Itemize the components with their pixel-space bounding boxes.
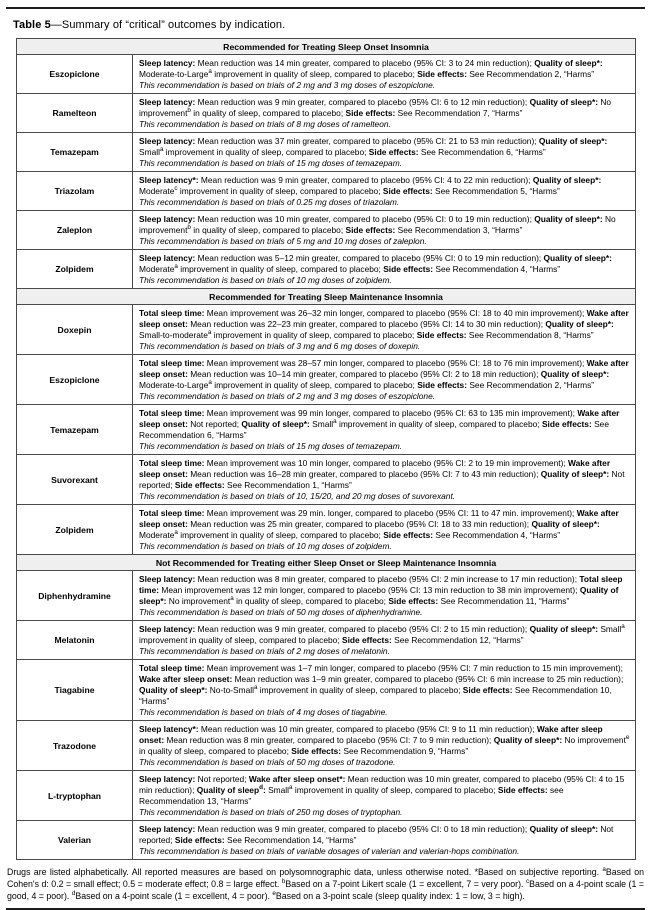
field-label: Side effects: — [388, 595, 439, 606]
field-label: Side effects: — [174, 834, 225, 845]
outcome-text — [139, 663, 630, 707]
text-segment: Based on a 3-point scale (sleep quality index: 1 = low, 3 = high). — [275, 890, 525, 901]
text-segment: See Recommendation 9, “Harms” — [341, 745, 469, 756]
outcome-summary-cell — [133, 405, 636, 455]
text-segment: Based on a 4-point scale (1 = good, 4 = poor). — [7, 878, 644, 901]
field-label: Quality of sleep*: — [540, 368, 610, 379]
outcome-summary-cell — [133, 721, 636, 771]
outcome-text — [139, 97, 630, 119]
text-segment: in quality of sleep, compared to placebo; — [190, 107, 346, 118]
table-row — [17, 250, 636, 289]
drug-name: Zolpidem — [17, 250, 133, 289]
table-row — [17, 405, 636, 455]
recommendation-basis-note: This recommendation is based on trials of 2 mg doses of melatonin. — [139, 645, 390, 656]
text-segment: Small — [265, 784, 290, 795]
text-segment: See Recommendation 6, “Harms” — [139, 418, 609, 440]
table-row — [17, 172, 636, 211]
field-label: Quality of sleep*: — [529, 823, 598, 834]
text-segment: Mean reduction was 10–14 min greater, compared to placebo (95% CI: 2 to 18 min reduction); — [187, 368, 541, 379]
footnote-marker: d — [71, 889, 76, 897]
text-segment: Mean reduction was 10 min greater, compared to placebo (95% CI: 4 to 15 min reduction); — [139, 773, 625, 795]
field-label: Side effects: — [341, 634, 392, 645]
text-segment: Mean improvement was 12 min longer, compared to placebo (95% CI: 13 min reduction to 38 min improvement); — [159, 584, 580, 595]
footnote-marker: a — [207, 328, 212, 336]
outcome-text — [139, 774, 630, 807]
outcome-text — [139, 824, 630, 846]
outcome-text — [139, 58, 630, 80]
field-label: Side effects: — [497, 784, 548, 795]
text-segment: See Recommendation 6, “Harms” — [418, 146, 546, 157]
outcome-summary-cell — [133, 94, 636, 133]
table-title — [13, 19, 638, 31]
outcome-text — [139, 214, 630, 236]
footnote-marker: a — [174, 262, 178, 270]
text-segment: No improvement — [166, 595, 231, 606]
table-title-number: Table 5 — [13, 19, 51, 31]
footnote-marker: a — [230, 594, 234, 602]
drug-name: Doxepin — [17, 305, 133, 355]
text-segment: No improvement — [562, 734, 626, 745]
text-segment: Mean improvement was 26–32 min longer, compared to placebo (95% CI: 18 to 40 min improvement); — [204, 307, 587, 318]
text-segment: See Recommendation 3, “Harms” — [395, 224, 523, 235]
text-segment: No-to-Small — [207, 684, 254, 695]
field-label: Sleep latency: — [139, 773, 196, 784]
recommendation-basis-note: This recommendation is based on trials of 5 mg and 10 mg doses of zaleplon. — [139, 235, 427, 246]
footnote-marker: d — [259, 783, 263, 791]
recommendation-basis-note: This recommendation is based on trials of 50 mg doses of diphenhydramine. — [139, 606, 423, 617]
field-label: Side effects: — [416, 329, 467, 340]
outcome-summary-cell — [133, 571, 636, 621]
recommendation-basis-note: This recommendation is based on trials of 2 mg and 3 mg doses of eszopiclone. — [139, 390, 436, 401]
text-segment: improvement in quality of sleep, compared to placebo; — [139, 634, 342, 645]
outcome-text — [139, 458, 630, 491]
field-label: Sleep latency: — [139, 823, 196, 834]
recommendation-basis-note: This recommendation is based on trials of 250 mg doses of tryptophan. — [139, 806, 403, 817]
section-header-row — [17, 555, 636, 571]
field-label: Wake after sleep onset: — [139, 723, 603, 745]
text-segment: improvement in quality of sleep, compared to placebo; — [177, 529, 384, 540]
outcome-text — [139, 175, 630, 197]
text-segment: Small-to-moderate — [139, 329, 208, 340]
text-segment: See Recommendation 8, “Harms” — [466, 329, 594, 340]
text-segment: Moderate — [139, 185, 175, 196]
outcome-summary-cell — [133, 771, 636, 821]
outcome-summary-cell — [133, 172, 636, 211]
text-segment: Mean reduction was 9 min greater, compared to placebo (95% CI: 2 to 15 min reduction); — [195, 623, 530, 634]
text-segment: Mean improvement was 1–7 min longer, compared to placebo (95% CI: 7 min reduction to 15 min improvement); — [204, 662, 623, 673]
outcomes-table-body — [17, 39, 636, 860]
outcome-summary-cell — [133, 133, 636, 172]
text-segment: Mean reduction was 9 min greater, compared to placebo (95% CI: 0 to 18 min reduction); — [195, 823, 530, 834]
drug-name: Valerian — [17, 821, 133, 860]
drug-name: Temazepam — [17, 405, 133, 455]
footnote-marker: b — [187, 106, 191, 114]
text-segment: improvement in quality of sleep, compared to placebo; — [211, 68, 418, 79]
text-segment: No improvement — [139, 96, 612, 118]
text-segment: See Recommendation 11, “Harms” — [438, 595, 570, 606]
table-row — [17, 455, 636, 505]
text-segment: See Recommendation 5, “Harms” — [432, 185, 560, 196]
field-label: Total sleep time: — [139, 662, 205, 673]
field-label: Quality of sleep*: — [529, 96, 598, 107]
outcome-summary-cell — [133, 55, 636, 94]
drug-name: Trazodone — [17, 721, 133, 771]
outcome-text — [139, 574, 630, 607]
recommendation-basis-note: This recommendation is based on trials of 10 mg doses of zolpidem. — [139, 540, 392, 551]
table-row — [17, 621, 636, 660]
text-segment: Small — [598, 623, 622, 634]
section-header-row — [17, 39, 636, 55]
text-segment: Mean reduction was 5–12 min greater, compared to placebo (95% CI: 0 to 19 min reduction); — [195, 252, 544, 263]
table-row — [17, 721, 636, 771]
recommendation-basis-note: This recommendation is based on trials of 50 mg doses of trazodone. — [139, 756, 396, 767]
text-segment: See Recommendation 14, “Harms” — [224, 834, 357, 845]
text-segment: Not reported; — [139, 823, 614, 845]
field-label: Wake after sleep onset: — [139, 507, 619, 529]
field-label: Quality of sleep*: — [241, 418, 310, 429]
drug-name: Triazolam — [17, 172, 133, 211]
recommendation-basis-note: This recommendation is based on trials of 0.25 mg doses of triazolam. — [139, 196, 400, 207]
text-segment: See Recommendation 7, “Harms” — [395, 107, 523, 118]
footnote-marker: b — [187, 223, 191, 231]
text-segment: Mean reduction was 8 min greater, compared to placebo (95% CI: 7 to 9 min reduction); — [164, 734, 494, 745]
footnote-marker: a — [289, 783, 293, 791]
outcome-summary-cell — [133, 660, 636, 721]
field-label: Quality of sleep*: — [545, 318, 614, 329]
section-header: Not Recommended for Treating either Sleep Onset or Sleep Maintenance Insomnia — [17, 555, 636, 571]
field-label: Total sleep time: — [139, 307, 205, 318]
field-label: Sleep latency: — [139, 57, 196, 68]
table-row — [17, 211, 636, 250]
section-header-row — [17, 289, 636, 305]
recommendation-basis-note: This recommendation is based on trials of 15 mg doses of temazepam. — [139, 440, 403, 451]
drug-name: Zaleplon — [17, 211, 133, 250]
table-row — [17, 571, 636, 621]
text-segment: See Recommendation 10, “Harms” — [139, 684, 612, 706]
recommendation-basis-note: This recommendation is based on trials of 10 mg doses of zolpidem. — [139, 274, 392, 285]
text-segment: Based on Cohen's d: 0.2 = small effect; 0.5 = moderate effect; 0.8 = large effect. — [7, 867, 644, 889]
text-segment: Mean reduction was 8 min greater, compared to placebo (95% CI: 2 min increase to 17 min reduction); — [195, 573, 580, 584]
outcome-summary-cell — [133, 250, 636, 289]
footnote-marker: a — [174, 528, 178, 536]
text-segment: improvement in quality of sleep, compared to placebo; — [177, 263, 384, 274]
text-segment: Mean improvement was 28–57 min longer, compared to placebo (95% CI: 18 to 76 min improvement); — [204, 357, 587, 368]
table-title-text: —Summary of “critical” outcomes by indication. — [50, 19, 286, 31]
outcome-text — [139, 508, 630, 541]
outcome-text — [139, 724, 630, 757]
outcome-summary-cell — [133, 821, 636, 860]
outcome-summary-cell — [133, 621, 636, 660]
text-segment: Mean reduction was 22–23 min greater, compared to placebo (95% CI: 14 to 30 min reduction); — [187, 318, 546, 329]
recommendation-basis-note: This recommendation is based on trials of 10, 15/20, and 20 mg doses of suvorexant. — [139, 490, 456, 501]
drug-name: Temazepam — [17, 133, 133, 172]
field-label: Sleep latency: — [139, 252, 196, 263]
field-label: Quality of sleep*: — [538, 135, 608, 146]
field-label: Side effects: — [462, 684, 513, 695]
field-label: Side effects: — [345, 224, 396, 235]
field-label: Side effects: — [417, 68, 468, 79]
text-segment: improvement in quality of sleep, compared to placebo; — [292, 784, 498, 795]
text-segment: Mean reduction was 9 min greater, compared to placebo (95% CI: 6 to 12 min reduction); — [195, 96, 530, 107]
text-segment: Drugs are listed alphabetically. All reported measures are based on polysomnographic data, unless otherwise noted. *Based on subjective reporting. — [7, 867, 603, 877]
text-segment: Mean reduction was 1–9 min greater, compared to placebo (95% CI: 6 min increase to 25 min reduction); — [232, 673, 624, 684]
text-segment: See Recommendation 4, “Harms” — [433, 529, 561, 540]
drug-name: Tiagabine — [17, 660, 133, 721]
field-label: Wake after sleep onset: — [139, 457, 611, 479]
field-label: Sleep latency: — [139, 623, 196, 634]
field-label: Total sleep time: — [139, 357, 205, 368]
footnote-marker: a — [333, 417, 337, 425]
text-segment: Mean improvement was 29 min. longer, compared to placebo (95% CI: 11 to 47 min. improvement); — [204, 507, 577, 518]
field-label: Total sleep time: — [139, 407, 205, 418]
text-segment: See Recommendation 2, “Harms” — [467, 68, 595, 79]
footnote-marker: c — [174, 184, 178, 192]
text-segment: in quality of sleep, compared to placebo; — [233, 595, 389, 606]
field-label: Side effects: — [291, 745, 342, 756]
outcome-summary-cell — [133, 355, 636, 405]
text-segment: Mean reduction was 10 min greater, compared to placebo (95% CI: 9 to 11 min reduction); — [198, 723, 537, 734]
table-row — [17, 305, 636, 355]
table-row — [17, 505, 636, 555]
text-segment: Moderate-to-Large — [139, 379, 209, 390]
text-segment: Mean improvement was 99 min longer, compared to placebo (95% CI: 63 to 135 min improvement); — [204, 407, 578, 418]
outcome-text — [139, 358, 630, 391]
field-label: Wake after sleep onset: — [139, 407, 620, 429]
text-segment: Not reported; — [195, 773, 249, 784]
text-segment: No improvement — [139, 213, 616, 235]
text-segment: Mean reduction was 16–28 min greater, compared to placebo (95% CI: 7 to 43 min reduction); — [187, 468, 541, 479]
text-segment: Small — [309, 418, 334, 429]
footnote-marker: e — [625, 733, 630, 741]
outcomes-table — [16, 38, 636, 860]
text-segment: improvement in quality of sleep, compared to placebo; — [211, 329, 417, 340]
field-label: Quality of sleep*: — [493, 734, 563, 745]
table-row — [17, 355, 636, 405]
field-label: Side effects: — [368, 146, 419, 157]
field-label: Wake after sleep onset: — [139, 307, 629, 329]
outcome-summary-cell — [133, 455, 636, 505]
field-label: Quality of sleep — [196, 784, 260, 795]
field-label: Sleep latency: — [139, 213, 196, 224]
field-label: Quality of sleep*: — [529, 623, 598, 634]
table-row — [17, 660, 636, 721]
drug-name: Diphenhydramine — [17, 571, 133, 621]
text-segment: Mean reduction was 25 min greater, compared to placebo (95% CI: 18 to 33 min reduction); — [187, 518, 532, 529]
table-row — [17, 133, 636, 172]
field-label: Quality of sleep*: — [540, 468, 610, 479]
text-segment: improvement in quality of sleep, compared to placebo; — [211, 379, 418, 390]
footnote-marker: a — [159, 145, 164, 153]
footnote-marker: a — [208, 378, 212, 386]
text-segment: Mean reduction was 10 min greater, compared to placebo (95% CI: 0 to 19 min reduction); — [195, 213, 535, 224]
text-segment: Mean reduction was 37 min greater, compared to placebo (95% CI: 21 to 53 min reduction); — [195, 135, 539, 146]
field-label: Total sleep time: — [139, 573, 623, 595]
footnote-marker: a — [602, 866, 606, 874]
drug-name: Eszopiclone — [17, 55, 133, 94]
drug-name: Eszopiclone — [17, 355, 133, 405]
text-segment: improvement in quality of sleep, compared to placebo; — [257, 684, 463, 695]
recommendation-basis-note: This recommendation is based on trials of 15 mg doses of temazepam. — [139, 157, 403, 168]
text-segment: Moderate — [139, 263, 175, 274]
text-segment: improvement in quality of sleep, compared to placebo; — [163, 146, 369, 157]
field-label: Sleep latency: — [139, 96, 196, 107]
field-label: Side effects: — [383, 529, 434, 540]
footnote-marker: a — [208, 67, 212, 75]
field-label: Side effects: — [382, 185, 433, 196]
footnote-marker: a — [621, 622, 625, 630]
recommendation-basis-note: This recommendation is based on trials of 4 mg doses of tiagabine. — [139, 706, 388, 717]
text-segment: Based on a 4-point scale (1 = excellent, 4 = poor). — [75, 890, 273, 901]
table-footnote — [7, 867, 644, 902]
field-label: Sleep latency: — [139, 573, 196, 584]
drug-name: Ramelteon — [17, 94, 133, 133]
text-segment: improvement in quality of sleep, compared to placebo; — [177, 185, 383, 196]
text-segment: See Recommendation 12, “Harms” — [391, 634, 524, 645]
text-segment: Not reported; — [139, 468, 625, 490]
recommendation-basis-note: This recommendation is based on trials of 3 mg and 6 mg doses of doxepin. — [139, 340, 421, 351]
outcome-summary-cell — [133, 305, 636, 355]
table-row — [17, 821, 636, 860]
field-label: Total sleep time: — [139, 507, 205, 518]
field-label: Wake after sleep onset*: — [248, 773, 346, 784]
text-segment: in quality of sleep, compared to placebo; — [139, 745, 292, 756]
section-header: Recommended for Treating Sleep Maintenance Insomnia — [17, 289, 636, 305]
section-header: Recommended for Treating Sleep Onset Insomnia — [17, 39, 636, 55]
field-label: Sleep latency*: — [139, 174, 199, 185]
field-label: Wake after sleep onset: — [139, 357, 629, 379]
field-label: : — [262, 784, 266, 795]
field-label: Side effects: — [174, 479, 225, 490]
drug-name: Zolpidem — [17, 505, 133, 555]
field-label: Quality of sleep*: — [534, 213, 603, 224]
text-segment: Mean improvement was 10 min longer, compared to placebo (95% CI: 2 to 19 min improvement); — [204, 457, 569, 468]
field-label: Total sleep time: — [139, 457, 205, 468]
footnote-marker: b — [281, 877, 286, 885]
field-label: Sleep latency: — [139, 135, 196, 146]
footnote-marker: a — [253, 683, 258, 691]
text-segment: Moderate — [139, 529, 175, 540]
recommendation-basis-note: This recommendation is based on trials of 2 mg and 3 mg doses of eszopiclone. — [139, 79, 436, 90]
text-segment: Mean reduction was 9 min greater, compared to placebo (95% CI: 4 to 22 min reduction); — [198, 174, 533, 185]
outcome-text — [139, 253, 630, 275]
field-label: Quality of sleep*: — [139, 584, 619, 606]
field-label: Quality of sleep*: — [543, 252, 612, 263]
drug-name: Suvorexant — [17, 455, 133, 505]
outcome-summary-cell — [133, 505, 636, 555]
field-label: Quality of sleep*: — [534, 57, 603, 68]
outcome-text — [139, 136, 630, 158]
field-label: Wake after sleep onset: — [139, 673, 233, 684]
drug-name: Melatonin — [17, 621, 133, 660]
field-label: Quality of sleep*: — [139, 684, 208, 695]
text-segment: See Recommendation 1, “Harms” — [224, 479, 352, 490]
drug-name: L-tryptophan — [17, 771, 133, 821]
outcome-text — [139, 308, 630, 341]
top-rule — [6, 7, 645, 9]
field-label: Sleep latency*: — [139, 723, 199, 734]
recommendation-basis-note: This recommendation is based on trials of 8 mg doses of ramelteon. — [139, 118, 391, 129]
table-row — [17, 55, 636, 94]
field-label: Quality of sleep*: — [532, 174, 602, 185]
recommendation-basis-note: This recommendation is based on trials of variable dosages of valerian and valerian-hops combination. — [139, 845, 520, 856]
field-label: Side effects: — [383, 263, 434, 274]
text-segment: Not reported; — [187, 418, 242, 429]
text-segment: Based on a 7-point Likert scale (1 = excellent, 7 = very poor). — [285, 878, 526, 889]
text-segment: See Recommendation 2, “Harms” — [467, 379, 595, 390]
text-segment: in quality of sleep, compared to placebo; — [190, 224, 346, 235]
table-row — [17, 94, 636, 133]
field-label: Side effects: — [541, 418, 592, 429]
table-row — [17, 771, 636, 821]
field-label: Side effects: — [417, 379, 468, 390]
footnote-marker: c — [525, 877, 530, 885]
text-segment: See Recommendation 4, “Harms” — [433, 263, 561, 274]
outcome-text — [139, 624, 630, 646]
text-segment: improvement in quality of sleep, compared to placebo; — [336, 418, 542, 429]
text-segment: Small — [139, 146, 160, 157]
text-segment: Mean reduction was 14 min greater, compared to placebo (95% CI: 3 to 24 min reduction); — [195, 57, 535, 68]
footnote-marker: e — [272, 889, 276, 897]
text-segment: Moderate-to-Large — [139, 68, 209, 79]
outcome-summary-cell — [133, 211, 636, 250]
outcome-text — [139, 408, 630, 441]
text-segment: see Recommendation 13, “Harms” — [139, 784, 564, 806]
field-label: Side effects: — [345, 107, 396, 118]
field-label: Quality of sleep*: — [531, 518, 600, 529]
